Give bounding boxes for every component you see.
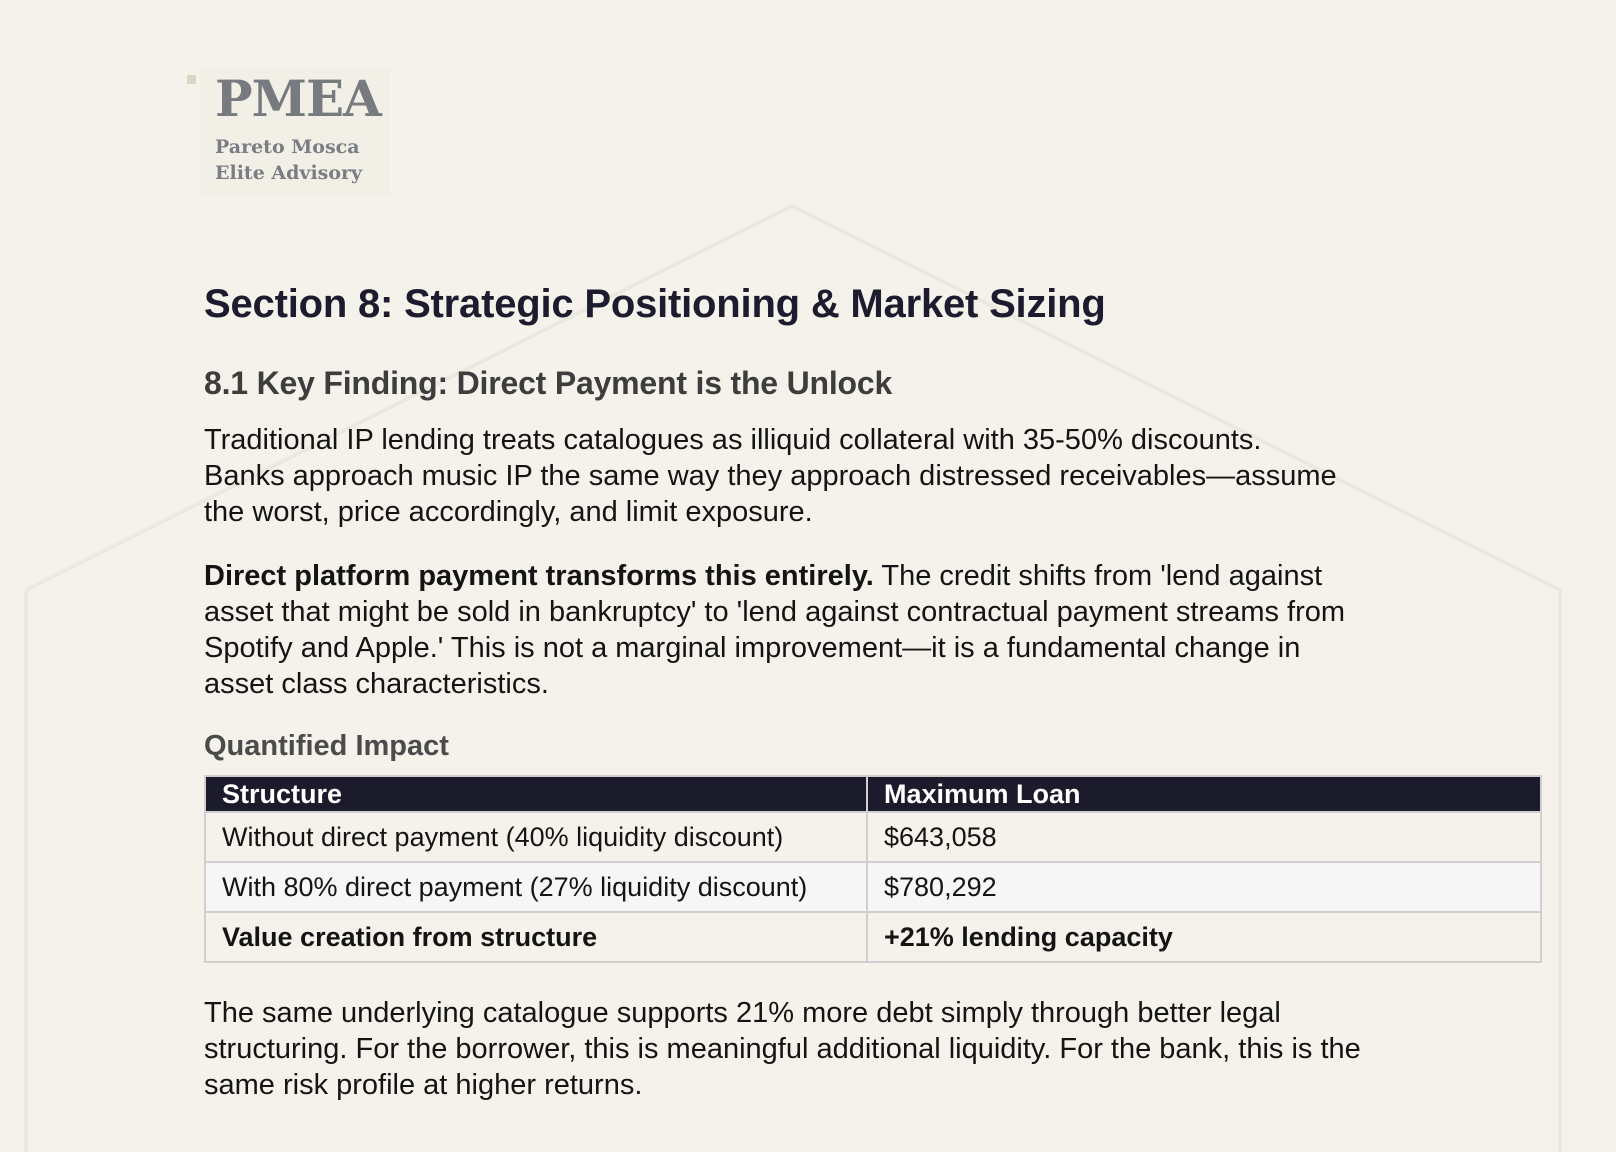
table-header-structure: Structure <box>205 776 867 812</box>
impact-heading: Quantified Impact <box>204 730 449 762</box>
logo-title: PMEA <box>215 69 381 128</box>
document-body <box>204 282 1544 1103</box>
table-cell-structure: Without direct payment (40% liquidity discount) <box>205 812 867 862</box>
table-cell-maximum-loan: $780,292 <box>867 862 1541 912</box>
table-row <box>205 812 1541 862</box>
section-title: Section 8: Strategic Positioning & Market Sizing <box>204 282 1106 326</box>
table-row-total <box>205 912 1541 962</box>
logo-mark <box>187 75 196 84</box>
impact-table <box>204 775 1542 963</box>
company-logo <box>200 68 390 196</box>
logo-subtitle <box>215 134 362 186</box>
paragraph-conclusion: The same underlying catalogue supports 21% more debt simply through better legal structuring. For the borrower, this is meaningful additional liquidity. For the bank, this is the same risk profile at higher returns. <box>204 997 1361 1101</box>
logo-subtitle-line1: Pareto Mosca <box>215 136 360 158</box>
table-row <box>205 862 1541 912</box>
paragraph-traditional-lending: Traditional IP lending treats catalogues as illiquid collateral with 35-50% discounts. Banks approach music IP the same way they approach distressed receivables—assume the worst, price accordingly, and limit exposure. <box>204 424 1337 528</box>
table-cell-structure: Value creation from structure <box>205 912 867 962</box>
paragraph-direct-payment <box>204 558 1364 702</box>
paragraph-direct-payment-lead: Direct platform payment transforms this entirely. <box>204 560 874 592</box>
table-cell-maximum-loan: $643,058 <box>867 812 1541 862</box>
logo-subtitle-line2: Elite Advisory <box>215 162 363 184</box>
table-cell-structure: With 80% direct payment (27% liquidity discount) <box>205 862 867 912</box>
table-header-row <box>205 776 1541 812</box>
table-cell-maximum-loan: +21% lending capacity <box>867 912 1541 962</box>
subsection-title: 8.1 Key Finding: Direct Payment is the Unlock <box>204 365 893 401</box>
table-header-maximum-loan: Maximum Loan <box>867 776 1541 812</box>
paragraph-direct-payment-body: The credit shifts from 'lend against asset that might be sold in bankruptcy' to 'lend against contractual payment streams from Spotify and Apple.' This is not a marginal improvement—it is a fundamental change in asset class characteristics. <box>204 560 1346 700</box>
